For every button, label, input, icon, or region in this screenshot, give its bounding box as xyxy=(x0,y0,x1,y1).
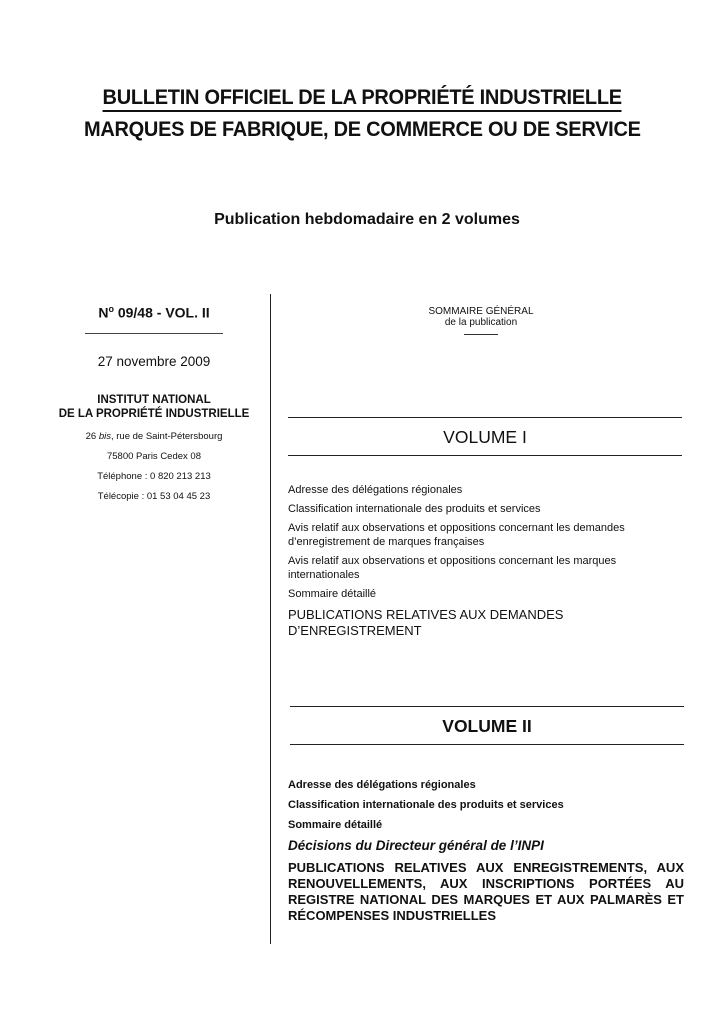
volume-2-contents xyxy=(288,778,684,924)
publication-subtitle: Publication hebdomadaire en 2 volumes xyxy=(214,211,520,228)
bulletin-title xyxy=(0,84,724,142)
issue-date: 27 novembre 2009 xyxy=(97,353,211,369)
address-number: 26 xyxy=(85,430,99,442)
volume-1-title: VOLUME I xyxy=(443,427,527,447)
issue-number-value: 09/48 - VOL. II xyxy=(113,304,210,321)
address-street: , rue de Saint-Pétersbourg xyxy=(110,430,223,442)
title-line-1: BULLETIN OFFICIEL DE LA PROPRIÉTÉ INDUSTRIELLE xyxy=(102,84,621,112)
volume-1-item: Sommaire détaillé xyxy=(288,588,377,600)
institute-fax: Télécopie : 01 53 04 45 23 xyxy=(97,490,211,502)
volume-2-main-heading: PUBLICATIONS RELATIVES AUX ENREGISTREMENTS, AUX RENOUVELLEMENTS, AUX INSCRIPTIONS PORTÉES AU REGISTRE NATIONAL DES MARQUES ET AUX PALMARÈS ET RÉCOMPENSES INDUSTRIELLES xyxy=(288,860,684,923)
issue-number-prefix: N xyxy=(98,304,109,321)
title-line-2: MARQUES DE FABRIQUE, DE COMMERCE OU DE SERVICE xyxy=(83,117,641,141)
volume-2-decisions: Décisions du Directeur général de l’INPI xyxy=(288,838,544,853)
institute-address xyxy=(40,431,268,443)
summary-heading-line-2: de la publication xyxy=(444,317,518,328)
summary-heading-line-1: SOMMAIRE GÉNÉRAL xyxy=(428,306,534,317)
institute-city: 75800 Paris Cedex 08 xyxy=(106,450,201,462)
issue-info-column xyxy=(40,300,268,503)
issue-rule xyxy=(85,333,223,334)
volume-2-item: Adresse des délégations régionales xyxy=(288,779,476,791)
volume-2-item: Classification internationale des produits et services xyxy=(288,799,564,811)
column-divider xyxy=(270,294,271,944)
volume-1-item: Classification internationale des produits et services xyxy=(288,503,541,515)
volume-2-item: Sommaire détaillé xyxy=(288,819,383,831)
volume-2-title: VOLUME II xyxy=(442,716,532,736)
volume-2-header xyxy=(290,706,684,745)
institute-name-line-2: DE LA PROPRIÉTÉ INDUSTRIELLE xyxy=(58,407,250,420)
issue-number-sup: o xyxy=(108,304,114,314)
volume-1-item: Avis relatif aux observations et oppositions concernant les marques internationales xyxy=(288,555,617,581)
summary-heading xyxy=(278,306,684,328)
volume-1-item: Adresse des délégations régionales xyxy=(288,484,463,496)
volume-1-main-heading: PUBLICATIONS RELATIVES AUX DEMANDES D’ENREGISTREMENT xyxy=(288,607,564,638)
institute-phone: Téléphone : 0 820 213 213 xyxy=(97,470,211,482)
volume-1-item: Avis relatif aux observations et oppositions concernant les demandes d’enregistrement de marques françaises xyxy=(288,522,625,548)
summary-rule xyxy=(464,334,498,335)
volume-1-header xyxy=(288,417,682,456)
volume-1-contents xyxy=(288,483,684,639)
summary-column xyxy=(288,306,684,923)
institute-name-line-1: INSTITUT NATIONAL xyxy=(97,393,211,406)
issue-number xyxy=(40,304,268,321)
address-bis: bis xyxy=(98,430,111,442)
institute-name xyxy=(40,393,268,421)
